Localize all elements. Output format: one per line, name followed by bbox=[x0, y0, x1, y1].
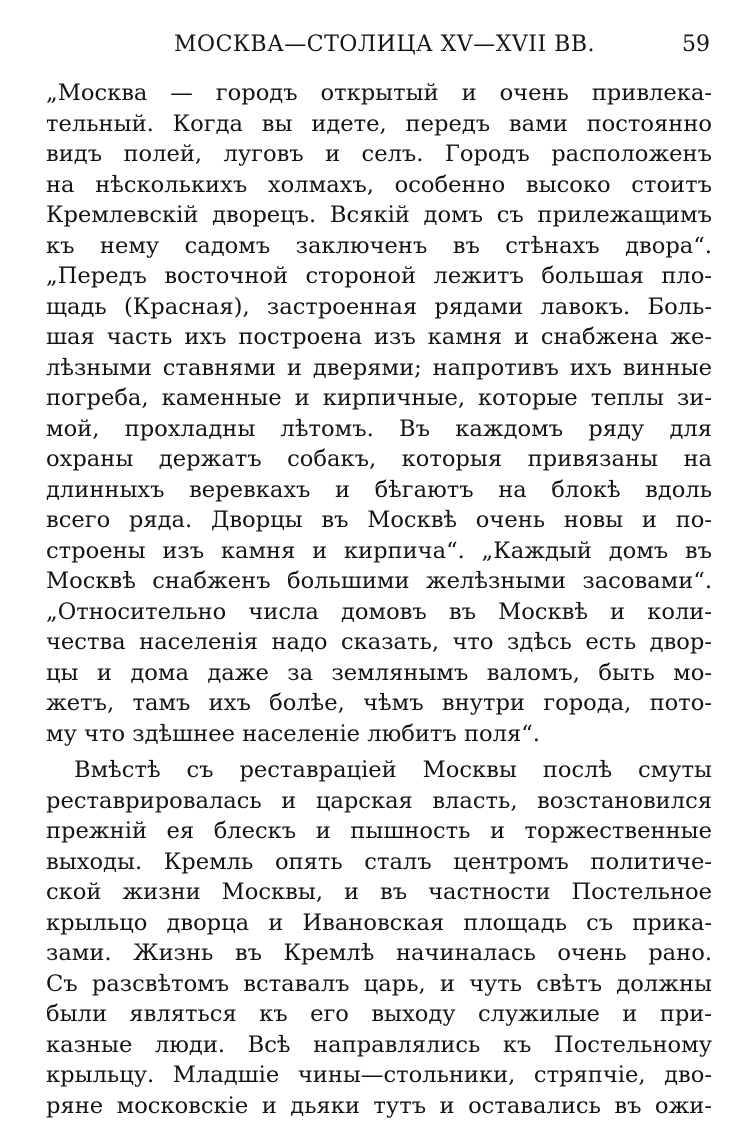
text-line: погреба, каменные и кирпичные, которые теплы зи- bbox=[46, 385, 712, 411]
text-line: видъ полей, луговъ и селъ. Городъ расположенъ bbox=[46, 141, 712, 167]
text-line: реставрировалась и царская власть, возстановился bbox=[46, 787, 712, 814]
text-line: зами. Жизнь въ Кремлѣ начиналась очень рано. bbox=[46, 940, 712, 966]
text-line: выходы. Кремль опять сталъ центромъ политиче- bbox=[46, 848, 712, 875]
text-line: Вмѣстѣ съ реставраціей Москвы послѣ смуты bbox=[74, 757, 712, 783]
text-line: казные люди. Всѣ направлялись къ Постельному bbox=[46, 1031, 712, 1058]
text-line: были являться къ его выходу служилые и при- bbox=[46, 1001, 712, 1027]
paragraph-quote bbox=[46, 78, 712, 749]
text-line: крыльцу. Младшіе чины—стольники, стряпчіе, дво- bbox=[46, 1062, 712, 1088]
text-line: всего ряда. Дворцы въ Москвѣ очень новы и по- bbox=[46, 507, 712, 533]
text-line: крыльцо дворца и Ивановская площадь съ прика- bbox=[46, 909, 712, 936]
running-title: МОСКВА—СТОЛИЦА XV—XVII ВВ. bbox=[174, 32, 595, 57]
text-line: шая часть ихъ построена изъ камня и снабжена же- bbox=[46, 324, 712, 350]
text-line: щадь (Красная), застроенная рядами лавокъ. Боль- bbox=[46, 293, 712, 320]
text-line: „Москва — городъ открытый и очень привлека- bbox=[46, 80, 712, 106]
text-line: Москвѣ снабженъ большими желѣзными засовами“. bbox=[46, 568, 712, 594]
text-line: длинныхъ веревкахъ и бѣгаютъ на блокѣ вдоль bbox=[46, 476, 712, 503]
text-line: строены изъ камня и кирпича“. „Каждый домъ въ bbox=[46, 537, 712, 564]
text-line: ряне московскіе и дьяки тутъ и оставались въ ожи- bbox=[46, 1092, 712, 1119]
text-line: на нѣсколькихъ холмахъ, особенно высоко стоитъ bbox=[46, 171, 712, 198]
text-line: лѣзными ставнями и дверями; напротивъ ихъ винные bbox=[46, 354, 712, 381]
page-number: 59 bbox=[682, 32, 710, 57]
text-line: му что здѣшнее населеніе любитъ поля“. bbox=[46, 720, 540, 747]
text-line: жетъ, тамъ ихъ болѣе, чѣмъ внутри города, пото- bbox=[46, 690, 712, 716]
text-line: прежній ея блескъ и пышность и торжественные bbox=[46, 818, 712, 844]
text-line: охраны держатъ собакъ, которыя привязаны на bbox=[46, 446, 712, 472]
body-text bbox=[46, 78, 712, 1121]
text-line: чества населенія надо сказать, что здѣсь есть двор- bbox=[46, 629, 712, 655]
text-line: „Относительно числа домовъ въ Москвѣ и коли- bbox=[46, 598, 712, 625]
text-line: тельный. Когда вы идете, передъ вами постоянно bbox=[46, 110, 712, 137]
text-line: ской жизни Москвы, и въ частности Постельное bbox=[46, 879, 712, 905]
text-line: мой, прохладны лѣтомъ. Въ каждомъ ряду для bbox=[46, 415, 712, 442]
text-line: Съ разсвѣтомъ вставалъ царь, и чуть свѣтъ должны bbox=[46, 970, 712, 997]
text-line: Кремлевскій дворецъ. Всякій домъ съ прилежащимъ bbox=[46, 202, 712, 228]
text-line: къ нему садомъ заключенъ въ стѣнахъ двора“. bbox=[46, 232, 712, 259]
text-line: „Передъ восточной стороной лежитъ большая пло- bbox=[46, 263, 712, 289]
paragraph-narrative bbox=[46, 755, 712, 1121]
text-line: цы и дома даже за землянымъ валомъ, быть мо- bbox=[46, 659, 712, 686]
running-head bbox=[46, 32, 716, 62]
